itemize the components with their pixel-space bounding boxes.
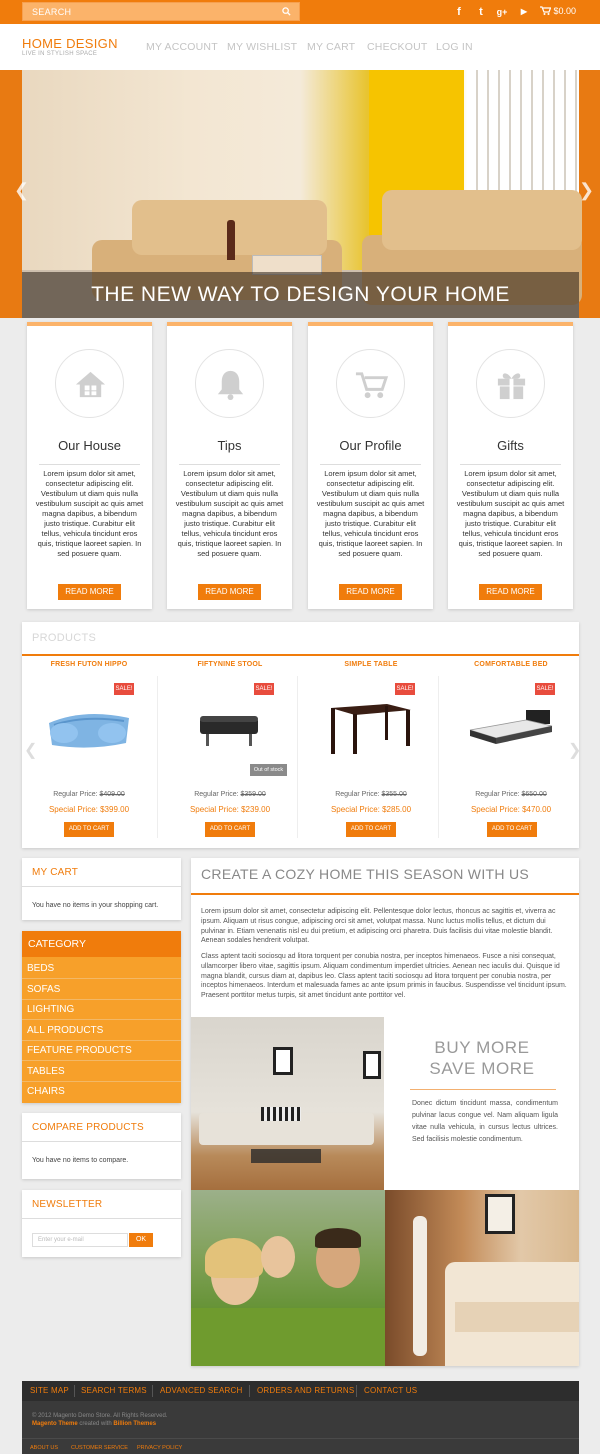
regular-price: [20, 791, 158, 798]
add-to-cart-button[interactable]: ADD TO CART: [487, 822, 537, 837]
add-to-cart-button[interactable]: ADD TO CART: [64, 822, 114, 837]
category-title-text: CATEGORY: [28, 938, 86, 950]
product-name[interactable]: SIMPLE TABLE: [344, 661, 398, 668]
footer-orders-returns[interactable]: ORDERS AND RETURNS: [257, 1386, 355, 1395]
regular-price-label: Regular Price:: [53, 791, 98, 798]
buy-more-heading: [385, 1037, 579, 1079]
newsletter-email-input[interactable]: Enter your e-mail: [32, 1233, 128, 1247]
footer-contact-us[interactable]: CONTACT US: [364, 1386, 418, 1395]
special-price-label: Special Price:: [330, 805, 380, 814]
slider-prev-arrow[interactable]: ❮: [14, 180, 30, 200]
tagline: LIVE IN STYLISH SPACE: [22, 51, 98, 57]
buy-more-line-2: SAVE MORE: [429, 1059, 535, 1078]
footer-site-map[interactable]: SITE MAP: [30, 1386, 69, 1395]
special-price-value: $470.00: [522, 805, 552, 814]
special-price: [442, 805, 580, 814]
divider: [22, 1438, 579, 1439]
bell-icon: [213, 367, 248, 402]
bedroom-image: [385, 1190, 579, 1366]
product-image-table[interactable]: [327, 700, 415, 756]
regular-price-value: $359.00: [240, 791, 266, 798]
facebook-icon[interactable]: f: [457, 6, 461, 18]
product-name[interactable]: FRESH FUTON HIPPO: [50, 661, 128, 668]
credits: [32, 1421, 156, 1427]
special-price: [161, 805, 299, 814]
add-to-cart-button[interactable]: ADD TO CART: [205, 822, 255, 837]
my-cart-block: [22, 858, 181, 920]
special-price-value: $285.00: [382, 805, 412, 814]
footer-about-us[interactable]: ABOUT US: [30, 1445, 59, 1451]
category-title: [22, 931, 181, 957]
youtube-icon[interactable]: ▶: [520, 7, 528, 16]
credit-theme-link[interactable]: Magento Theme: [32, 1421, 78, 1427]
sale-badge: SALE!: [254, 683, 274, 695]
divider: [320, 464, 421, 465]
category-chairs[interactable]: CHAIRS: [27, 1086, 65, 1097]
products-prev-arrow[interactable]: ❮: [24, 742, 38, 759]
block-title: MY CART: [32, 867, 79, 878]
cart-icon: [540, 6, 551, 15]
feature-text: Lorem ipsum dolor sit amet, consectetur adipiscing elit. Vestibulum ut diam quis nulla vestibulum suscipit ac quis amet magna dapibus, a bibendum justo tristique. Curabitur elit tellus, vehicula tincidunt eros quis, tristique laoreet sapien. In sed posuere quam.: [35, 469, 144, 558]
special-price: [302, 805, 440, 814]
feature-box-gifts: [448, 322, 573, 609]
feature-box-tips: [167, 322, 292, 609]
category-tables[interactable]: TABLES: [22, 1062, 181, 1082]
feature-title: Gifts: [497, 438, 524, 453]
divider: [22, 654, 579, 656]
hero-caption: THE NEW WAY TO DESIGN YOUR HOME: [22, 272, 579, 318]
sale-badge: SALE!: [535, 683, 555, 695]
buy-more-line-1: BUY MORE: [434, 1038, 530, 1057]
nav-log-in[interactable]: LOG IN: [436, 41, 473, 53]
footer-advanced-search[interactable]: ADVANCED SEARCH: [160, 1386, 243, 1395]
products-title: PRODUCTS: [32, 632, 97, 644]
category-all-products[interactable]: ALL PRODUCTS: [22, 1021, 181, 1041]
regular-price-value: $409.00: [99, 791, 125, 798]
divider: [460, 464, 561, 465]
block-title: NEWSLETTER: [32, 1199, 103, 1210]
regular-price: [442, 791, 580, 798]
read-more-button[interactable]: READ MORE: [479, 584, 542, 600]
nav-my-account[interactable]: MY ACCOUNT: [146, 41, 218, 53]
divider: [410, 1089, 556, 1090]
out-of-stock-badge: Out of stock: [250, 764, 287, 776]
feature-box-our-house: [27, 322, 152, 609]
read-more-button[interactable]: READ MORE: [58, 584, 121, 600]
search-input[interactable]: [22, 2, 300, 21]
special-price: [20, 805, 158, 814]
gift-icon: [494, 367, 529, 402]
newsletter-ok-button[interactable]: OK: [129, 1233, 153, 1247]
feature-title: Our Profile: [339, 438, 402, 453]
product-image-bed[interactable]: [466, 708, 554, 752]
special-price-value: $239.00: [241, 805, 271, 814]
cart-icon: [354, 367, 389, 402]
main-title: CREATE A COZY HOME THIS SEASON WITH US: [201, 866, 530, 882]
divider: [179, 464, 280, 465]
family-image: [191, 1190, 385, 1366]
special-price-label: Special Price:: [470, 805, 520, 814]
footer-search-terms[interactable]: SEARCH TERMS: [81, 1386, 147, 1395]
read-more-button[interactable]: READ MORE: [339, 584, 402, 600]
copyright: © 2012 Magento Demo Store. All Rights Reserved.: [32, 1413, 168, 1419]
regular-price: [161, 791, 299, 798]
feature-text: Lorem ipsum dolor sit amet, consectetur adipiscing elit. Vestibulum ut diam quis nulla vestibulum suscipit ac quis amet magna dapibus, a bibendum justo tristique. Curabitur elit tellus, vehicula tincidunt eros quis, tristique laoreet sapien. In sed posuere quam.: [175, 469, 284, 558]
house-icon: [73, 367, 108, 402]
main-paragraph-1: Lorem ipsum dolor sit amet, consectetur adipiscing elit. Pellentesque dolor lectus, rhoncus ac sagittis et, viverra ac ipsum. Aliquam ut risus congue, adipiscing orci sit amet, volutpat massa. Nunc luctus mollis tellus, et dictum dui pulvinar in. Etiam venenatis nisl eu dui pretium, et adipiscing orci pharetra. Duis facilisis dui vitae molestie blandit. Aenean sodales hendrerit volutpat.: [201, 908, 556, 945]
block-title: COMPARE PRODUCTS: [32, 1122, 144, 1133]
product-name[interactable]: COMFORTABLE BED: [474, 661, 548, 668]
sale-badge: SALE!: [395, 683, 415, 695]
compare-products-block: [22, 1113, 181, 1179]
block-text: You have no items to compare.: [32, 1157, 129, 1164]
sale-badge: SALE!: [114, 683, 134, 695]
special-price-value: $399.00: [100, 805, 130, 814]
credit-text: created with: [77, 1421, 114, 1427]
regular-price-label: Regular Price:: [475, 791, 520, 798]
slider-next-arrow[interactable]: ❯: [579, 180, 595, 200]
feature-title: Tips: [217, 438, 242, 453]
feature-box-our-profile: [308, 322, 433, 609]
special-price-label: Special Price:: [48, 805, 98, 814]
feature-title: Our House: [58, 438, 121, 453]
product-name[interactable]: FIFTYNINE STOOL: [197, 661, 263, 668]
main-paragraph-2: Class aptent taciti sociosqu ad litora torquent per conubia nostra, per inceptos himenaeos. Fusce a nisi consequat, ullamcorper libero vitae, sagittis ipsum. Aliquam condimentum imperdiet ultricies. Aenean nec iaculis dui. Quisque id magna blandit, cursus diam at, dapibus leo. Class aptent taciti sociosqu ad litora torquent per conubia nostra, per inceptos himenaeos. Interdum et malesuada fames ac ante ipsum primis in faucibus. Suspendisse vel tincidunt ipsum. Praesent porttitor metus turpis, sit amet tincidunt ante porttitor vel.: [201, 953, 567, 1000]
search-icon[interactable]: [282, 7, 291, 16]
feature-text: Lorem ipsum dolor sit amet, consectetur adipiscing elit. Vestibulum ut diam quis nulla vestibulum suscipit ac quis amet magna dapibus, a bibendum justo tristique. Curabitur elit tellus, vehicula tincidunt eros quis, tristique laoreet sapien. In sed posuere quam.: [316, 469, 425, 558]
products-next-arrow[interactable]: ❯: [568, 742, 582, 759]
category-beds[interactable]: BEDS: [22, 959, 181, 979]
special-price-label: Special Price:: [189, 805, 239, 814]
search-placeholder: SEARCH: [32, 7, 72, 17]
regular-price-value: $650.00: [521, 791, 547, 798]
cart-total: $0.00: [553, 6, 577, 16]
google-plus-icon[interactable]: g+: [496, 7, 508, 17]
regular-price-label: Regular Price:: [335, 791, 380, 798]
category-sofas[interactable]: SOFAS: [22, 980, 181, 1000]
twitter-icon[interactable]: t: [479, 6, 483, 18]
category-lighting[interactable]: LIGHTING: [22, 1000, 181, 1020]
nav-checkout[interactable]: CHECKOUT: [367, 41, 428, 53]
living-room-image: [191, 1017, 384, 1190]
read-more-button[interactable]: READ MORE: [198, 584, 261, 600]
footer-customer-service[interactable]: CUSTOMER SERVICE: [71, 1445, 128, 1451]
nav-my-wishlist[interactable]: MY WISHLIST: [227, 41, 298, 53]
nav-my-cart[interactable]: MY CART: [307, 41, 356, 53]
divider: [39, 464, 140, 465]
product-image-stool[interactable]: [196, 712, 262, 748]
regular-price-value: $355.00: [381, 791, 407, 798]
divider: [191, 893, 579, 895]
product-image-futon[interactable]: [44, 703, 134, 753]
block-text: You have no items in your shopping cart.: [32, 902, 159, 909]
regular-price: [302, 791, 440, 798]
header-cart[interactable]: [540, 5, 576, 18]
feature-text: Lorem ipsum dolor sit amet, consectetur adipiscing elit. Vestibulum ut diam quis nulla vestibulum suscipit ac quis amet magna dapibus, a bibendum justo tristique. Curabitur elit tellus, vehicula tincidunt eros quis, tristique laoreet sapien. In sed posuere quam.: [456, 469, 565, 558]
regular-price-label: Regular Price:: [194, 791, 239, 798]
buy-more-text: Donec dictum tincidunt massa, condimentum pulvinar lacus congue vel. Nam aliquam ligula vitae nulla vehicula, in cursus lectus ultrices. Sed facilisis molestie condimentum.: [412, 1100, 558, 1143]
add-to-cart-button[interactable]: ADD TO CART: [346, 822, 396, 837]
footer-privacy-policy[interactable]: PRIVACY POLICY: [137, 1445, 183, 1451]
logo[interactable]: HOME DESIGN: [22, 36, 118, 51]
credit-author-link[interactable]: Billion Themes: [113, 1421, 157, 1427]
category-feature-products[interactable]: FEATURE PRODUCTS: [22, 1041, 181, 1061]
